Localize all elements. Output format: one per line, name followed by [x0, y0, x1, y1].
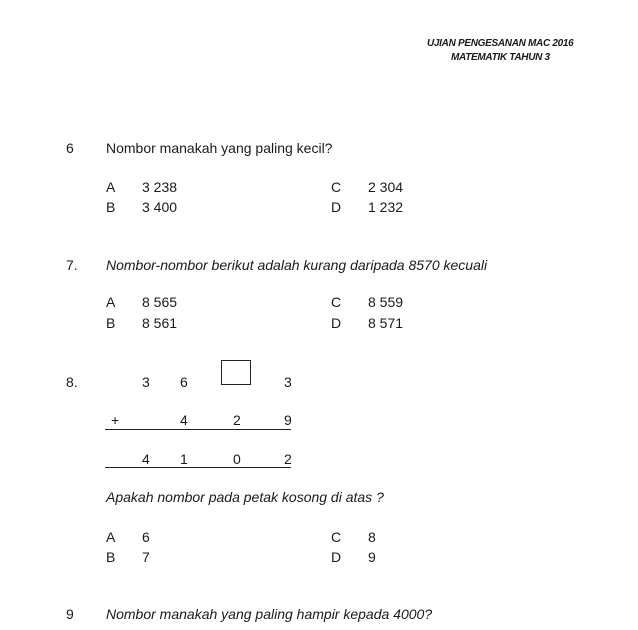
q8-row1-digit: 6	[180, 374, 188, 390]
q8-result-digit: 1	[180, 451, 188, 467]
q6-option-d-letter: D	[331, 199, 342, 215]
q8-number: 8.	[66, 374, 78, 390]
q6-question: Nombor manakah yang paling kecil?	[106, 140, 333, 156]
q8-addition-line	[105, 429, 291, 430]
q8-result-line	[105, 467, 291, 468]
q8-row2-digit: 9	[284, 412, 292, 428]
q7-number: 7.	[66, 257, 78, 273]
q8-option-b-letter: B	[106, 549, 116, 565]
q8-option-c-letter: C	[331, 529, 342, 545]
q8-option-b-value: 7	[142, 549, 150, 565]
q8-row1-digit: 3	[142, 374, 150, 390]
header-title: UJIAN PENGESANAN MAC 2016	[427, 38, 574, 49]
q9-question: Nombor manakah yang paling hampir kepada 4000?	[106, 606, 433, 622]
q8-empty-box	[221, 360, 251, 385]
q8-option-c-value: 8	[368, 529, 376, 545]
q6-option-d-value: 1 232	[368, 199, 404, 215]
q7-question: Nombor-nombor berikut adalah kurang daripada 8570 kecuali	[106, 257, 488, 273]
q8-row2-digit: 2	[233, 412, 241, 428]
q6-option-b-letter: B	[106, 199, 116, 215]
q9-number: 9	[66, 606, 74, 622]
q6-option-a-value: 3 238	[142, 179, 178, 195]
q8-option-a-letter: A	[106, 529, 116, 545]
q6-number: 6	[66, 140, 74, 156]
q7-option-a-letter: A	[106, 294, 116, 310]
q7-option-a-value: 8 565	[142, 294, 178, 310]
q7-option-d-letter: D	[331, 315, 342, 331]
q8-row2-digit: 4	[180, 412, 188, 428]
q8-result-digit: 2	[284, 451, 292, 467]
header-subtitle: MATEMATIK TAHUN 3	[451, 52, 550, 63]
q8-plus-sign: +	[111, 412, 120, 428]
q7-option-c-value: 8 559	[368, 294, 404, 310]
q8-question: Apakah nombor pada petak kosong di atas ?	[106, 489, 384, 505]
q8-row1-digit: 3	[284, 374, 292, 390]
q8-option-d-letter: D	[331, 549, 342, 565]
q7-option-c-letter: C	[331, 294, 342, 310]
q7-option-d-value: 8 571	[368, 315, 404, 331]
q7-option-b-letter: B	[106, 315, 116, 331]
q8-option-a-value: 6	[142, 529, 150, 545]
q8-option-d-value: 9	[368, 549, 376, 565]
q8-result-digit: 0	[233, 451, 241, 467]
q8-result-digit: 4	[142, 451, 150, 467]
q7-option-b-value: 8 561	[142, 315, 178, 331]
q6-option-c-letter: C	[331, 179, 342, 195]
q6-option-b-value: 3 400	[142, 199, 178, 215]
q6-option-c-value: 2 304	[368, 179, 404, 195]
q6-option-a-letter: A	[106, 179, 116, 195]
